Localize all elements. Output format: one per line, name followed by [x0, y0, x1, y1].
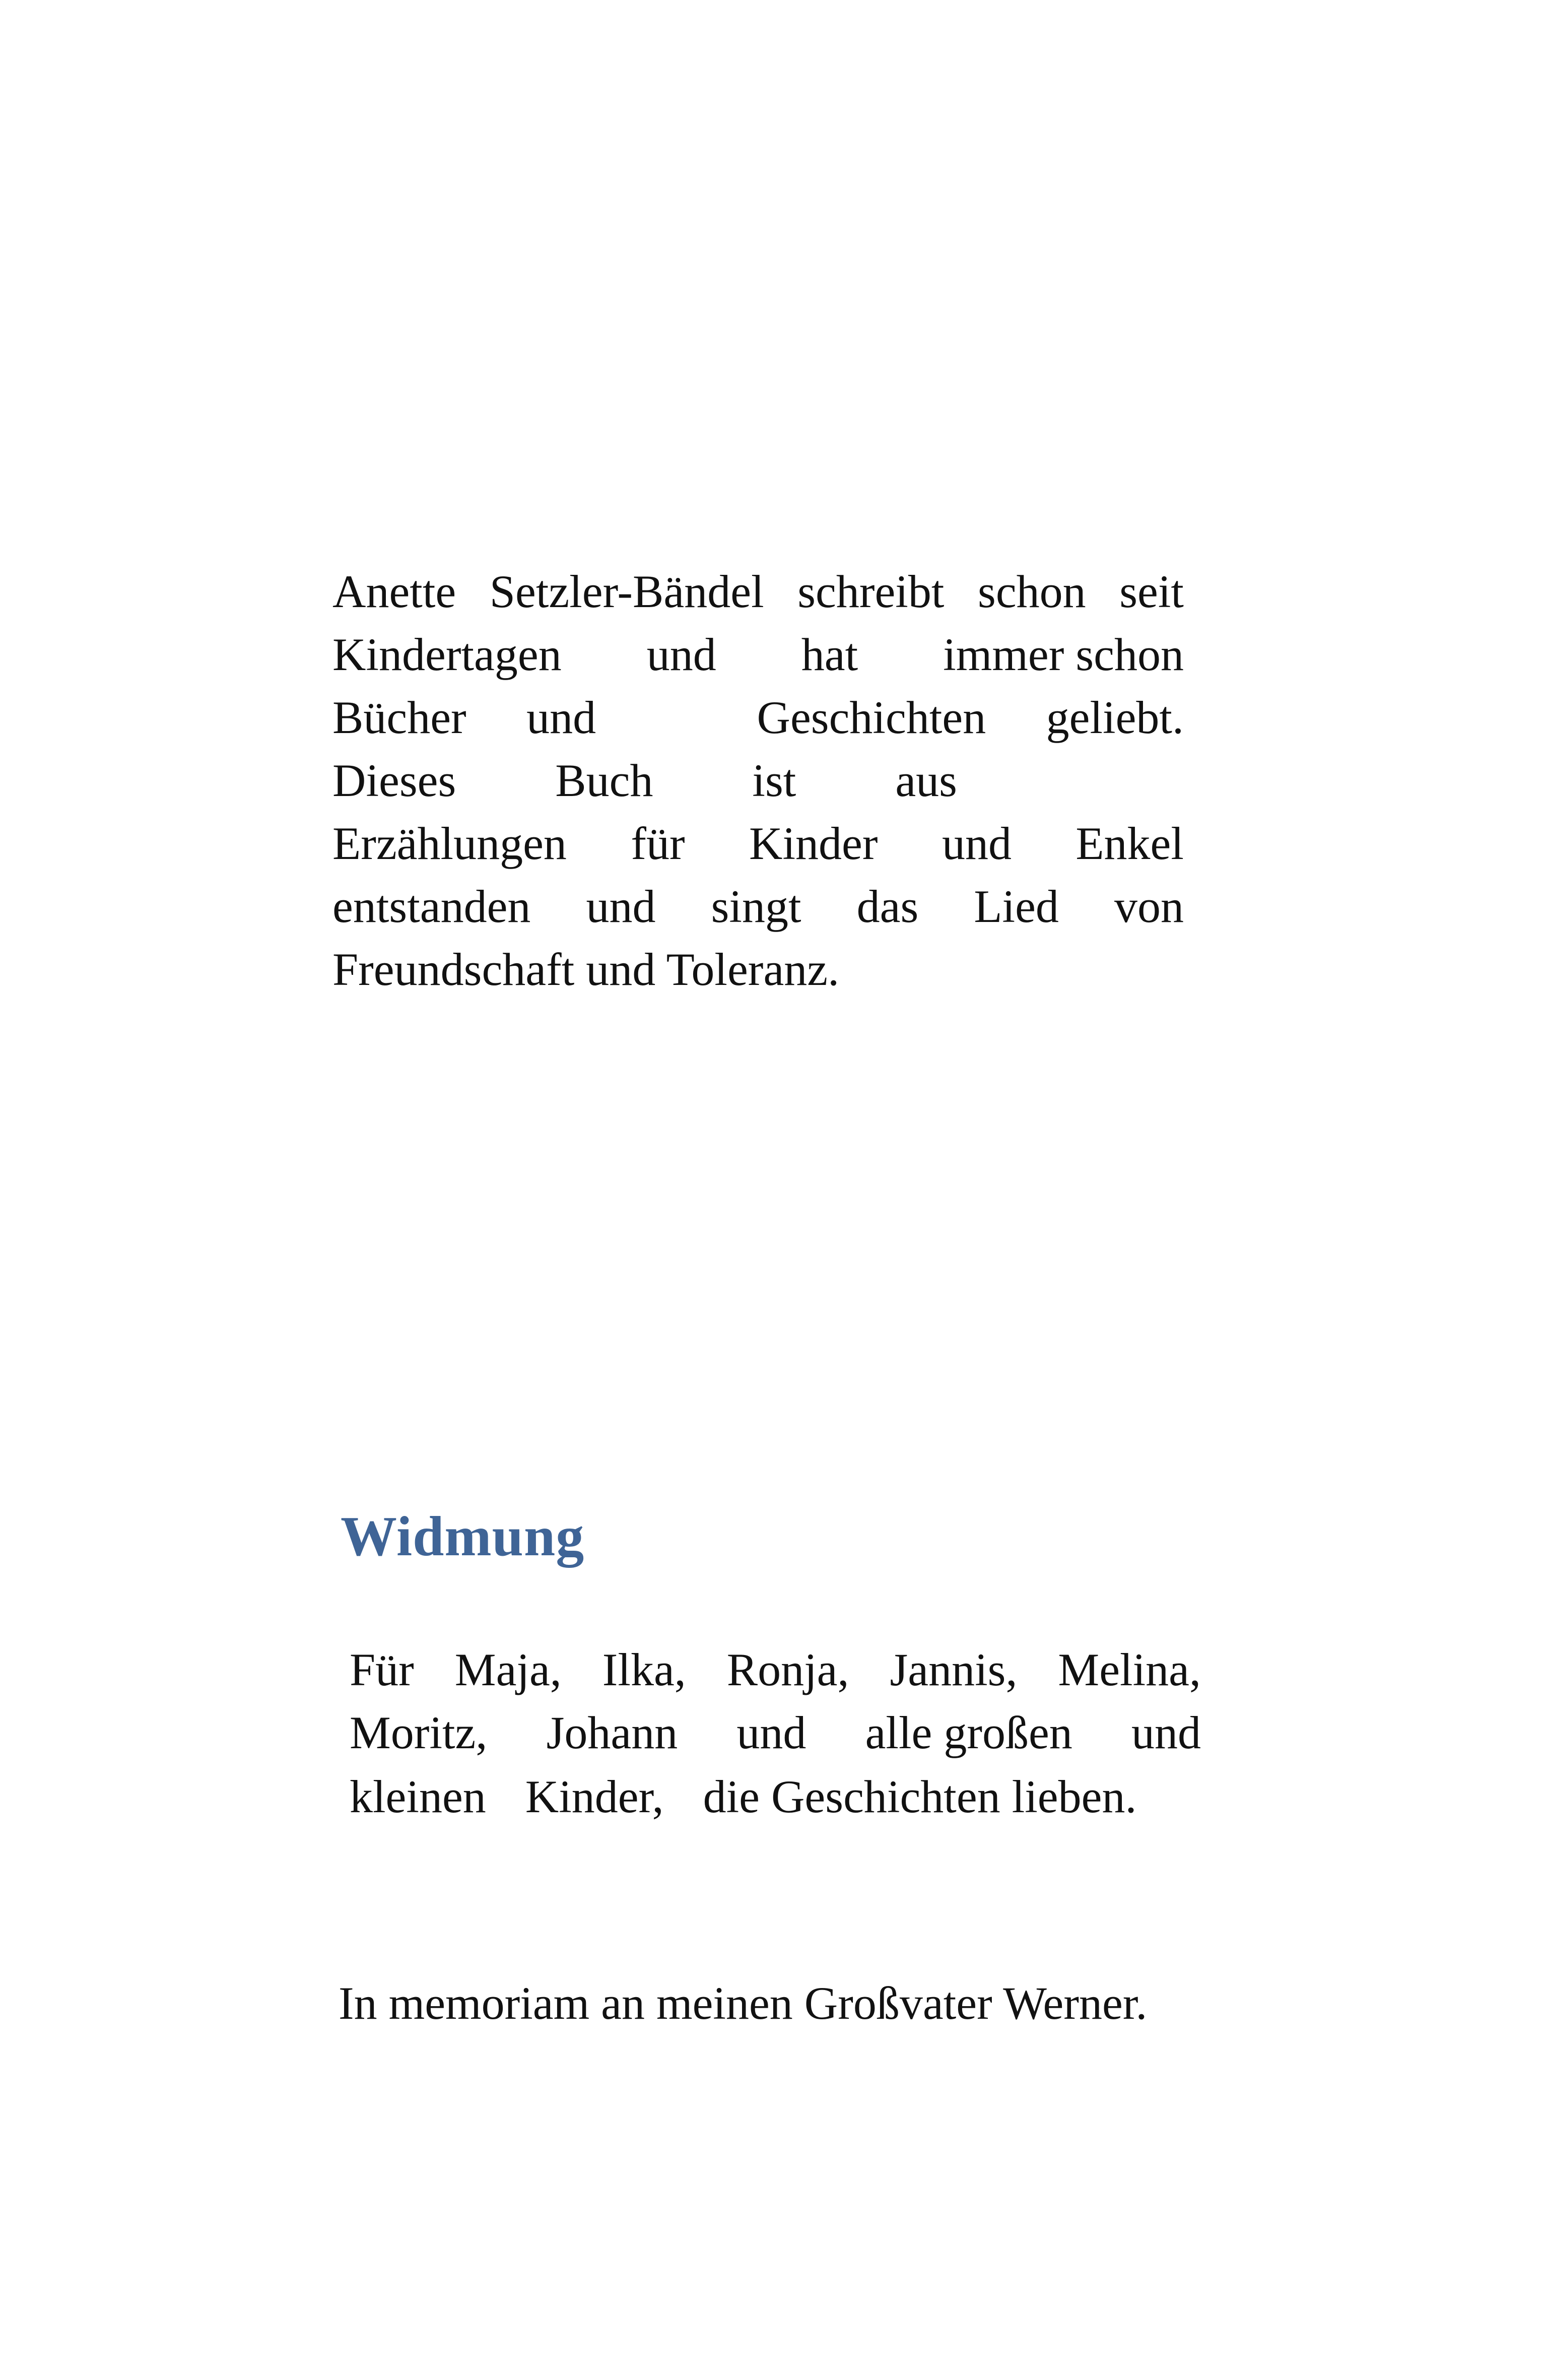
dedication-line: [350, 1709, 1201, 1756]
bio-word: Dieses: [332, 755, 456, 806]
bio-word: Buch: [555, 755, 653, 806]
bio-word: Erzählungen: [332, 818, 567, 869]
bio-word: und: [646, 629, 716, 680]
bio-word: Bücher: [332, 692, 466, 743]
dedication-word: kleinen: [350, 1771, 486, 1822]
bio-line: [332, 883, 1184, 930]
dedication-word: Jannis,: [890, 1644, 1018, 1695]
dedication-word: und: [736, 1707, 806, 1758]
bio-word: schon: [978, 566, 1086, 617]
bio-word: von: [1114, 881, 1184, 932]
dedication-word: alle großen: [865, 1707, 1072, 1758]
bio-word: aus: [895, 755, 957, 806]
dedication-word: Kinder,: [525, 1771, 664, 1822]
bio-line: [332, 631, 1184, 678]
bio-word: Freundschaft und Toleranz.: [332, 944, 840, 995]
bio-word: und: [526, 692, 596, 743]
dedication-word: Moritz,: [350, 1707, 488, 1758]
bio-word: seit: [1119, 566, 1184, 617]
bio-word: Enkel: [1075, 818, 1184, 869]
dedication-word: Für: [350, 1644, 414, 1695]
dedication-word: und: [1131, 1707, 1201, 1758]
memoriam-text: In memoriam an meinen Großvater Werner.: [339, 1977, 1148, 2029]
bio-word: immer schon: [943, 629, 1184, 680]
bio-line: [332, 946, 1184, 993]
bio-word: Kinder: [749, 818, 878, 869]
bio-word: das: [856, 881, 919, 932]
dedication-heading: Widmung: [341, 1505, 585, 1568]
bio-word: ist: [752, 755, 796, 806]
bio-line: [332, 757, 957, 804]
dedication-word: Melina,: [1058, 1644, 1201, 1695]
author-bio: [0, 0, 1547, 1058]
bio-word: für: [631, 818, 685, 869]
dedication-line: [350, 1773, 1201, 1820]
bio-word: Setzler-Bändel: [489, 566, 764, 617]
bio-word: singt: [711, 881, 801, 932]
dedication-word: Maja,: [454, 1644, 562, 1695]
bio-line: [332, 694, 1184, 741]
bio-word: schreibt: [797, 566, 945, 617]
dedication-word: Ronja,: [726, 1644, 849, 1695]
dedication-word: Johann: [546, 1707, 678, 1758]
bio-word: Kindertagen: [332, 629, 562, 680]
bio-word: geliebt.: [1046, 692, 1184, 743]
dedication-line: [350, 1646, 1201, 1693]
dedication-word: die Geschichten lieben.: [703, 1771, 1137, 1822]
bio-word: Lied: [974, 881, 1059, 932]
bio-word: entstanden: [332, 881, 531, 932]
bio-line: [332, 568, 1184, 615]
bio-word: Anette: [332, 566, 456, 617]
bio-word: und: [586, 881, 656, 932]
bio-word: und: [941, 818, 1012, 869]
dedication-word: Ilka,: [602, 1644, 686, 1695]
bio-line: [332, 820, 1184, 867]
bio-word: hat: [801, 629, 858, 680]
bio-word: Geschichten: [757, 692, 986, 743]
